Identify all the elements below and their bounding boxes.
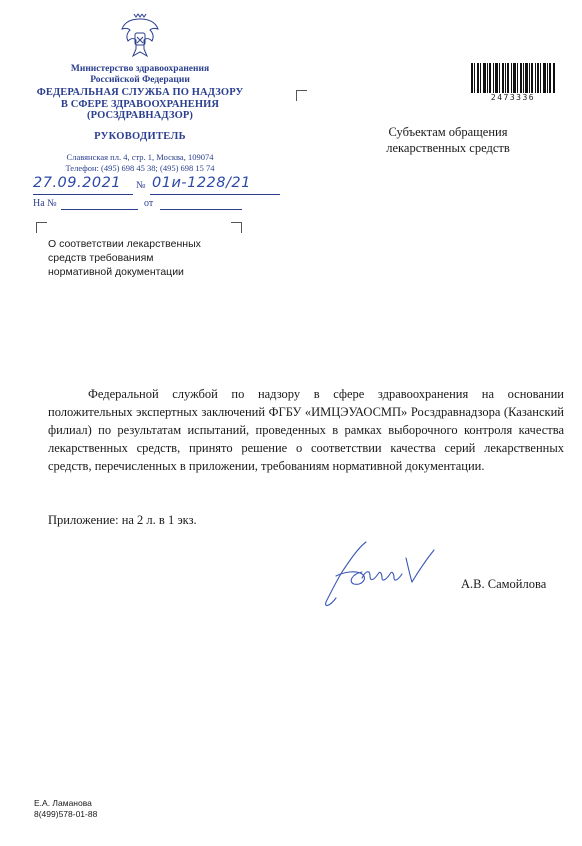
reference-date: 27.09.2021 [33, 175, 122, 191]
subject-corner-left [36, 222, 47, 233]
recipient-corner-mark [296, 90, 307, 101]
recipient-block: Субъектам обращения лекарственных средств [386, 125, 510, 155]
executor-info [34, 798, 97, 820]
barcode-number: 2473336 [490, 93, 536, 102]
incoming-date-line [160, 209, 242, 210]
coat-of-arms-emblem [119, 11, 161, 61]
handwritten-signature [322, 538, 452, 610]
agency-address: Славянская пл. 4, стр. 1, Москва, 109074 Телефон: (495) 698 45 38; (495) 698 15 74 [65, 152, 215, 173]
ministry-name: Министерство здравоохранения Российской Федерации [70, 64, 210, 85]
agency-name: ФЕДЕРАЛЬНАЯ СЛУЖБА ПО НАДЗОРУ В СФЕРЕ ЗДРАВООХРАНЕНИЯ (РОСЗДРАВНАДЗОР) [36, 87, 244, 121]
number-underline [150, 194, 280, 195]
date-underline [33, 194, 133, 195]
executor-name: Е.А. Ламанова [34, 798, 92, 808]
reference-number: 01и-1228/21 [152, 175, 251, 191]
signer-name: А.В. Самойлова [461, 577, 547, 591]
attachment-note: Приложение: на 2 л. в 1 экз. [48, 513, 197, 527]
barcode [471, 63, 555, 93]
subject-corner-right [231, 222, 242, 233]
executor-phone: 8(499)578-01-88 [34, 809, 98, 819]
letter-body: Федеральной службой по надзору в сфере здравоохранения на основании положительных экспертных заключений ФГБУ «ИМЦЭУАОСМП» Росздравнадзора (Казанский филиал) по результатам испытаний, проведенных в рамках выборочного контроля качества лекарственных средств, принято решение о соответствии качества серий лекарственных средств, перечисленных в приложении, требованиям нормативной документации. [48, 387, 564, 473]
ot-label: от [144, 198, 154, 209]
incoming-reference-row [33, 198, 57, 209]
reference-number-label: № [136, 180, 146, 191]
head-title: РУКОВОДИТЕЛЬ [94, 131, 186, 142]
subject-block: О соответствии лекарственных средств требованиям нормативной документации [48, 238, 201, 278]
incoming-number-line [61, 209, 138, 210]
na-label: На № [33, 198, 57, 209]
